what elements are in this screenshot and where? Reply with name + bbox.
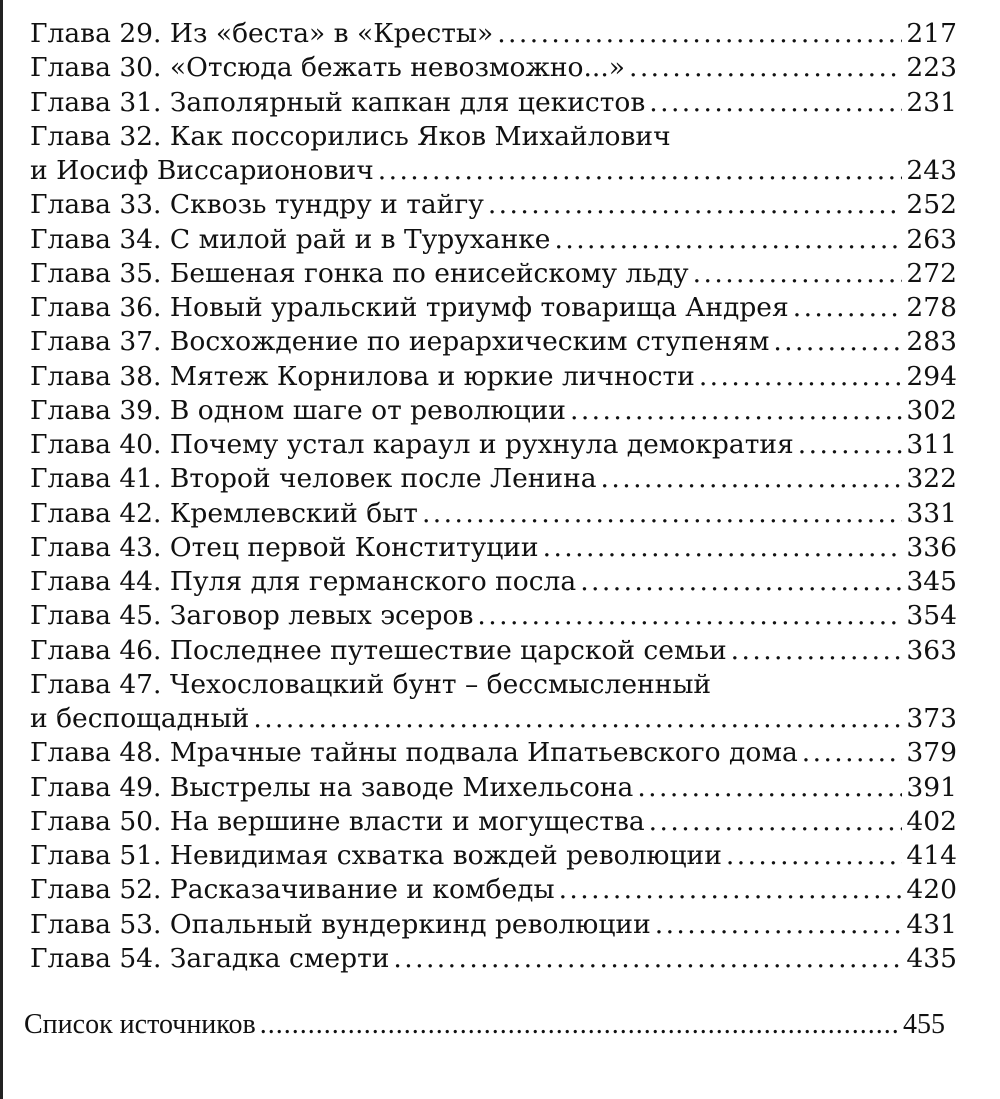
dot-leader: [580, 565, 902, 599]
toc-entry-title: Глава 50. На вершине власти и могущества: [30, 805, 645, 837]
table-of-contents: [30, 17, 957, 976]
toc-entry-page: 278: [906, 292, 957, 323]
toc-entry-page: 231: [906, 86, 957, 118]
toc-entry-title: Глава 45. Заговор левых эсеров: [30, 600, 474, 632]
toc-entry-title: Глава 37. Восхождение по иерархическим ступеням: [30, 326, 770, 358]
toc-entry-page: 402: [906, 805, 957, 837]
dot-leader: [773, 325, 902, 359]
toc-entry[interactable]: [30, 86, 957, 120]
dot-leader: [726, 839, 903, 873]
toc-entry-title: Глава 52. Расказачивание и комбеды: [30, 874, 555, 906]
toc-entry-page: 336: [906, 531, 957, 563]
dot-leader: [629, 51, 902, 85]
toc-entry[interactable]: [30, 497, 957, 531]
dot-leader: [253, 702, 902, 736]
toc-entry-title: Глава 46. Последнее путешествие царской семьи: [30, 634, 727, 666]
dot-leader: [422, 497, 902, 531]
toc-entry-page: 379: [906, 737, 957, 769]
toc-entry[interactable]: [30, 736, 957, 770]
toc-entry-title: Глава 43. Отец первой Конституции: [30, 531, 539, 563]
toc-entry[interactable]: [30, 771, 957, 805]
toc-entry[interactable]: [30, 565, 957, 599]
page-edge: [0, 0, 3, 1099]
toc-entry[interactable]: [30, 120, 957, 154]
toc-entry[interactable]: [30, 17, 957, 51]
toc-entry[interactable]: [30, 908, 957, 942]
toc-entry[interactable]: [30, 223, 957, 257]
dot-leader: [570, 394, 902, 428]
toc-entry-title: Глава 38. Мятеж Корнилова и юркие личности: [30, 360, 695, 392]
toc-entry-page: 420: [906, 874, 957, 906]
toc-entry-page: 431: [906, 908, 957, 940]
toc-entry-page: 354: [906, 600, 957, 632]
toc-entry-title: Глава 41. Второй человек после Ленина: [30, 463, 597, 495]
toc-entry[interactable]: [30, 531, 957, 565]
dot-leader: [378, 154, 903, 188]
dot-leader: [260, 1008, 899, 1042]
toc-entry[interactable]: [30, 873, 957, 907]
toc-entry-page: 322: [906, 463, 957, 495]
toc-entry-continuation[interactable]: [30, 702, 957, 736]
toc-entry-title: Глава 31. Заполярный капкан для цекистов: [30, 86, 646, 118]
dot-leader: [488, 188, 903, 222]
toc-entry-title: Глава 29. Из «беста» в «Кресты»: [30, 18, 494, 49]
toc-entry[interactable]: [30, 428, 957, 462]
toc-entry-page: 435: [906, 942, 957, 974]
toc-entry-title: Глава 49. Выстрелы на заводе Михельсона: [30, 771, 634, 803]
dot-leader: [731, 634, 903, 668]
toc-entry-title: Глава 35. Бешеная гонка по енисейскому льду: [30, 257, 689, 289]
toc-entry[interactable]: [30, 805, 957, 839]
toc-entry[interactable]: [30, 291, 957, 325]
toc-entry-title: Список источников: [24, 1009, 256, 1040]
toc-entry-page: 302: [906, 394, 957, 426]
toc-entry-page: 331: [906, 497, 957, 529]
toc-entry-page: 283: [906, 326, 957, 358]
dot-leader: [497, 17, 902, 51]
toc-entry-page: 363: [906, 634, 957, 666]
toc-entry-title: Глава 54. Загадка смерти: [30, 942, 390, 974]
toc-entry-title: Глава 48. Мрачные тайны подвала Ипатьевского дома: [30, 737, 798, 769]
toc-entry-title: Глава 44. Пуля для германского посла: [30, 566, 577, 597]
toc-entry-title-cont: и Иосиф Виссарионович: [30, 155, 374, 186]
toc-entry-page: 345: [906, 566, 957, 597]
toc-entry-sources[interactable]: [24, 1008, 945, 1042]
dot-leader: [649, 86, 902, 120]
dot-leader: [699, 360, 903, 394]
dot-leader: [543, 531, 903, 565]
dot-leader: [555, 223, 903, 257]
toc-entry-title: Глава 39. В одном шаге от революции: [30, 394, 566, 426]
toc-entry-page: 373: [906, 703, 957, 734]
toc-entry-title: Глава 47. Чехословацкий бунт – бессмысленный: [30, 668, 712, 700]
toc-entry-title: Глава 42. Кремлевский быт: [30, 497, 418, 529]
toc-entry[interactable]: [30, 325, 957, 359]
toc-entry-page: 252: [906, 189, 957, 221]
toc-entry-title: Глава 36. Новый уральский триумф товарища Андрея: [30, 292, 789, 323]
toc-entry[interactable]: [30, 394, 957, 428]
dot-leader: [601, 462, 903, 496]
dot-leader: [793, 291, 903, 325]
dot-leader: [637, 771, 902, 805]
toc-entry-page: 217: [906, 18, 957, 49]
toc-entry-page: 311: [906, 429, 957, 460]
toc-entry[interactable]: [30, 599, 957, 633]
toc-entry[interactable]: [30, 634, 957, 668]
dot-leader: [649, 805, 903, 839]
toc-entry-title: Глава 53. Опальный вундеркинд революции: [30, 908, 651, 940]
toc-entry[interactable]: [30, 839, 957, 873]
toc-entry-title: Глава 33. Сквозь тундру и тайгу: [30, 189, 484, 221]
toc-entry-continuation[interactable]: [30, 154, 957, 188]
toc-entry-title: Глава 32. Как поссорились Яков Михайлович: [30, 120, 671, 152]
toc-entry-page: 414: [906, 840, 957, 871]
dot-leader: [655, 908, 903, 942]
toc-entry[interactable]: [30, 360, 957, 394]
toc-entry-title: Глава 30. «Отсюда бежать невозможно...»: [30, 52, 625, 84]
dot-leader: [802, 736, 903, 770]
toc-entry-page: 391: [906, 771, 957, 803]
toc-entry-title: Глава 40. Почему устал караул и рухнула демократия: [30, 429, 794, 460]
toc-entry-page: 455: [903, 1009, 945, 1040]
dot-leader: [477, 599, 902, 633]
dot-leader: [693, 257, 903, 291]
toc-entry-page: 263: [906, 223, 957, 255]
dot-leader: [393, 942, 902, 976]
toc-entry[interactable]: [30, 668, 957, 702]
toc-entry-page: 223: [906, 52, 957, 84]
toc-entry-title: Глава 34. С милой рай и в Туруханке: [30, 223, 551, 255]
toc-entry[interactable]: [30, 188, 957, 222]
toc-entry-page: 294: [906, 360, 957, 392]
dot-leader: [798, 428, 903, 462]
dot-leader: [559, 873, 903, 907]
toc-entry[interactable]: [30, 462, 957, 496]
toc-entry[interactable]: [30, 51, 957, 85]
toc-entry-title-cont: и беспощадный: [30, 703, 250, 734]
toc-entry-page: 272: [906, 257, 957, 289]
toc-entry-page: 243: [906, 155, 957, 186]
toc-entry[interactable]: [30, 257, 957, 291]
toc-entry-title: Глава 51. Невидимая схватка вождей революции: [30, 840, 722, 871]
toc-entry[interactable]: [30, 942, 957, 976]
